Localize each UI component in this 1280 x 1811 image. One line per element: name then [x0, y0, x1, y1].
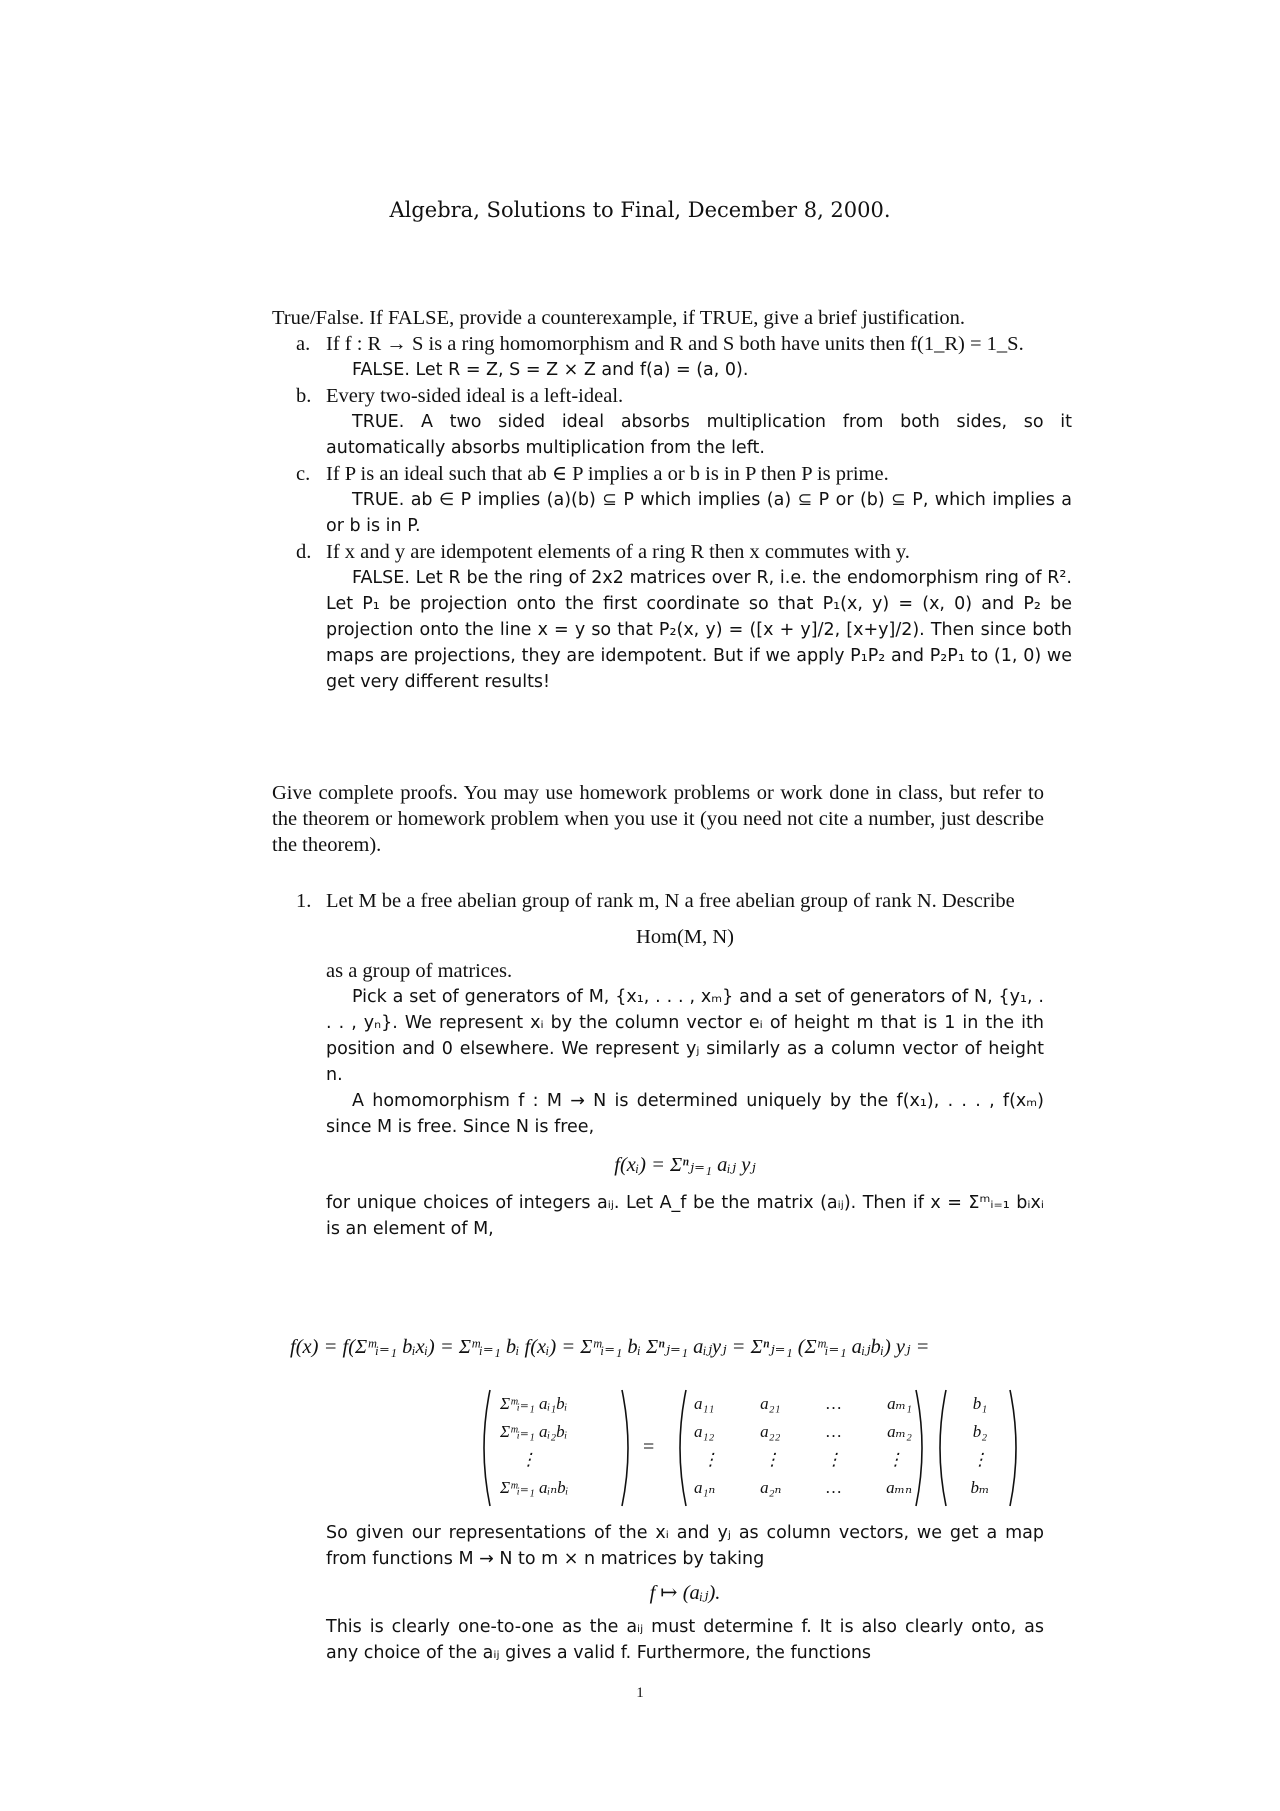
problem-text-end: as a group of matrices. [326, 960, 513, 982]
matrix-row-3 [694, 1446, 912, 1474]
matrix-cell: ⋮ [886, 1450, 904, 1469]
matrix-equals-sign: = [643, 1436, 655, 1458]
matrix-equation [480, 1386, 1040, 1510]
lhs-entry: Σᵐᵢ₌₁ aᵢₙbᵢ [500, 1478, 569, 1497]
tf-item-d [272, 539, 1072, 695]
tf-item-label: c. [296, 463, 311, 485]
matrix-cell: ⋮ [825, 1450, 843, 1469]
tf-answer: TRUE. A two sided ideal absorbs multiplication from both sides, so it automatically absorbs multiplication from the left. [326, 412, 1072, 458]
solution-paragraph-5: This is clearly one-to-one as the aᵢⱼ must determine f. It is also clearly onto, as any choice of the aᵢⱼ gives a valid f. Furthermore, the functions [326, 1617, 1044, 1663]
matrix-cell: aₘₙ [886, 1478, 912, 1497]
matrix-cell: aₘ₁ [887, 1394, 912, 1413]
equation-f-xi: f(xᵢ) = Σⁿⱼ₌₁ aᵢⱼ yⱼ [614, 1154, 756, 1176]
b-entry: bₘ [970, 1478, 990, 1497]
tf-item-c [272, 461, 1072, 539]
problem-label: 1. [296, 890, 312, 912]
lhs-vector [500, 1390, 620, 1502]
proof-instructions: Give complete proofs. You may use homework problems or work done in class, but refer to the theorem or homework problem when you use it (you need not cite a number, just describe the theorem). [272, 782, 1044, 856]
tf-item-b [272, 383, 1072, 461]
tf-answer: FALSE. Let R = Z, S = Z × Z and f(a) = (a, 0). [352, 360, 749, 380]
matrix-cell: a₂ₙ [760, 1478, 782, 1497]
solution-paragraph-3: for unique choices of integers aᵢⱼ. Let A_f be the matrix (aᵢⱼ). Then if x = Σᵐᵢ₌₁ bᵢxᵢ is an element of M, [326, 1193, 1044, 1239]
matrix-cell: ⋮ [702, 1450, 719, 1469]
tf-question: Every two-sided ideal is a left-ideal. [326, 385, 624, 407]
equation-f-maps-to-aij: f ↦ (aᵢⱼ). [649, 1582, 721, 1604]
tf-question: If x and y are idempotent elements of a ring R then x commutes with y. [326, 541, 910, 563]
tf-question: If f : R → S is a ring homomorphism and R and S both have units then f(1_R) = 1_S. [326, 333, 1024, 355]
matrix-cell: a₁₁ [694, 1394, 715, 1413]
tf-answer: TRUE. ab ∈ P implies (a)(b) ⊆ P which implies (a) ⊆ P or (b) ⊆ P, which implies a or b is in P. [326, 490, 1072, 536]
hom-display: Hom(M, N) [636, 926, 734, 948]
problem-1-statement [272, 888, 1044, 1242]
equation-f-x-expansion: f(x) = f(Σᵐᵢ₌₁ bᵢxᵢ) = Σᵐᵢ₌₁ bᵢ f(xᵢ) = Σᵐᵢ₌₁ bᵢ Σⁿⱼ₌₁ aᵢⱼyⱼ = Σⁿⱼ₌₁ (Σᵐᵢ₌₁ aᵢⱼbᵢ) yⱼ = [290, 1336, 930, 1358]
matrix-cell: … [826, 1478, 842, 1497]
matrix-cell: a₁₂ [694, 1422, 715, 1441]
tf-item-label: b. [296, 385, 312, 407]
b-entry: b₂ [972, 1422, 988, 1441]
tf-item-label: a. [296, 333, 311, 355]
matrix-cell: ⋮ [763, 1450, 781, 1469]
true-false-section [272, 305, 1072, 695]
solution-paragraph-4: So given our representations of the xᵢ and yⱼ as column vectors, we get a map from functions M → N to m × n matrices by taking [326, 1523, 1044, 1569]
lhs-entry: Σᵐᵢ₌₁ aᵢ₁bᵢ [500, 1394, 568, 1413]
tf-question: If P is an ideal such that ab ∈ P implies a or b is in P then P is prime. [326, 463, 889, 485]
matrix-cell: … [826, 1394, 842, 1413]
tf-item-a [272, 331, 1072, 383]
document-title: Algebra, Solutions to Final, December 8, 2000. [389, 198, 891, 222]
problem-1-continued [326, 1520, 1044, 1666]
matrix-cell: a₁ₙ [694, 1478, 716, 1497]
matrix-cell: aₘ₂ [887, 1422, 912, 1441]
lhs-entry: Σᵐᵢ₌₁ aᵢ₂bᵢ [500, 1422, 568, 1441]
problem-1 [272, 888, 1044, 1242]
problem-text: Let M be a free abelian group of rank m, N a free abelian group of rank N. Describe [326, 890, 1015, 912]
matrix-row-2 [694, 1418, 912, 1446]
lhs-entry: ⋮ [520, 1450, 537, 1469]
page-number: 1 [636, 1685, 644, 1701]
matrix-row-1 [694, 1390, 912, 1418]
matrix-cell: a₂₂ [760, 1422, 781, 1441]
coefficient-matrix [694, 1390, 912, 1502]
solution-paragraph-2: A homomorphism f : M → N is determined uniquely by the f(x₁), . . . , f(xₘ) since M is free. Since N is free, [326, 1091, 1044, 1137]
true-false-intro: True/False. If FALSE, provide a counterexample, if TRUE, give a brief justification. [272, 307, 966, 329]
tf-item-label: d. [296, 541, 312, 563]
matrix-cell: … [826, 1422, 842, 1441]
matrix-cell: a₂₁ [760, 1394, 781, 1413]
b-entry: b₁ [972, 1394, 988, 1413]
b-vector [954, 1390, 1006, 1502]
tf-answer: FALSE. Let R be the ring of 2x2 matrices over R, i.e. the endomorphism ring of R². Let P₁ be projection onto the first coordinate so that P₁(x, y) = (x, 0) and P₂ be projection onto the line x = y so that P₂(x, y) = ([x + y]/2, [x+y]/2). Then since both maps are projections, they are idempotent. But if we apply P₁P₂ and P₂P₁ to (1, 0) we get very different results! [326, 568, 1072, 692]
solution-paragraph-1: Pick a set of generators of M, {x₁, . . . , xₘ} and a set of generators of N, {y₁, . . . , yₙ}. We represent xᵢ by the column vector eᵢ of height m that is 1 in the ith position and 0 elsewhere. We represent yⱼ similarly as a column vector of height n. [326, 987, 1044, 1085]
b-entry: ⋮ [971, 1450, 989, 1469]
matrix-row-4 [694, 1474, 912, 1502]
